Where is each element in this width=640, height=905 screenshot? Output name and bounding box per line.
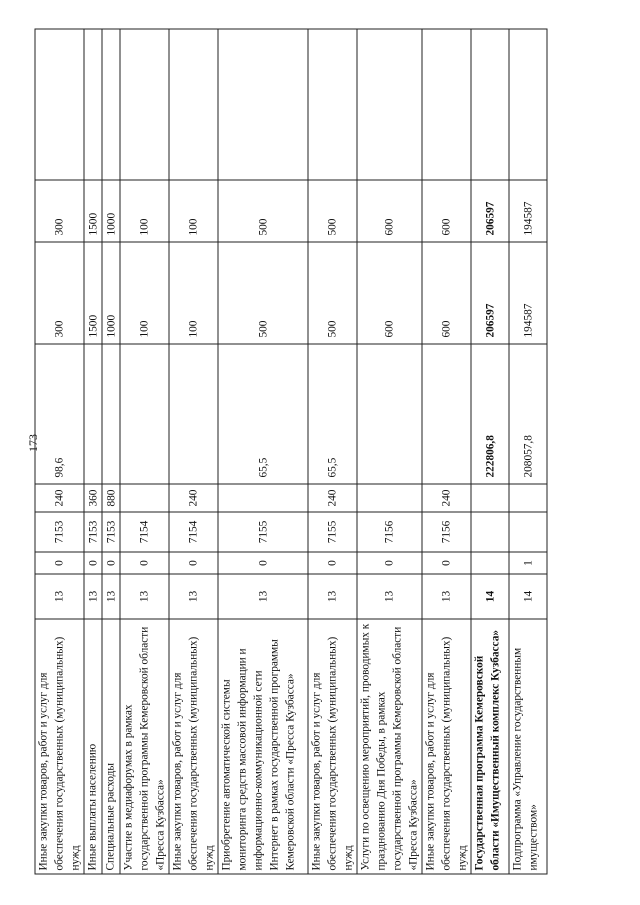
row-value-cell [509,512,547,552]
row-value-cell: 300 [35,242,84,344]
row-value-cell: 240 [169,484,218,512]
row-value-cell: 0 [218,552,308,574]
row-value-cell [120,484,169,512]
row-value-cell: 7153 [102,512,120,552]
row-empty-cell [509,29,547,180]
row-value-cell: 7156 [357,512,422,552]
row-value-cell: 1000 [102,242,120,344]
row-value-cell: 0 [102,552,120,574]
row-value-cell [509,484,547,512]
row-value-cell [84,344,102,484]
row-empty-cell [357,29,422,180]
row-value-cell: 600 [422,242,471,344]
row-value-cell: 13 [102,574,120,619]
row-value-cell [471,552,509,574]
row-value-cell [357,484,422,512]
row-value-cell: 98,6 [35,344,84,484]
row-value-cell: 0 [308,552,357,574]
row-value-cell: 600 [357,242,422,344]
row-value-cell: 13 [308,574,357,619]
row-value-cell: 13 [84,574,102,619]
row-value-cell: 65,5 [218,344,308,484]
row-value-cell: 500 [308,242,357,344]
table-row [509,29,547,874]
row-value-cell: 13 [120,574,169,619]
row-value-cell: 7154 [120,512,169,552]
table-body [35,29,547,874]
row-value-cell: 0 [84,552,102,574]
row-value-cell: 194587 [509,242,547,344]
row-value-cell: 13 [35,574,84,619]
row-value-cell: 13 [357,574,422,619]
row-value-cell: 1500 [84,180,102,242]
table-row [84,29,102,874]
row-empty-cell [120,29,169,180]
row-value-cell: 13 [422,574,471,619]
row-value-cell: 600 [422,180,471,242]
row-value-cell: 100 [120,242,169,344]
row-value-cell [471,484,509,512]
row-value-cell: 1 [509,552,547,574]
row-name-cell: Услуги по освещению мероприятий, проводимых к празднованию Дня Победы, в рамках государственной программы Кемеровской области «Пресса Кузбасса» [357,619,422,874]
row-empty-cell [218,29,308,180]
row-value-cell: 206597 [471,242,509,344]
row-name-cell: Участие в медиафорумах в рамках государственной программы Кемеровской области «Пресса Кузбасса» [120,619,169,874]
row-value-cell [422,344,471,484]
table-row [422,29,471,874]
row-empty-cell [84,29,102,180]
row-value-cell: 500 [308,180,357,242]
row-name-cell: Иные закупки товаров, работ и услуг для обеспечения государственных (муниципальных) нужд [308,619,357,874]
row-empty-cell [169,29,218,180]
budget-table [35,29,548,875]
row-value-cell: 13 [169,574,218,619]
row-value-cell: 7154 [169,512,218,552]
row-value-cell: 7155 [308,512,357,552]
row-value-cell: 500 [218,180,308,242]
table-row [35,29,84,874]
row-value-cell: 65,5 [308,344,357,484]
row-value-cell: 360 [84,484,102,512]
table-row [102,29,120,874]
row-value-cell: 7153 [35,512,84,552]
row-value-cell [218,484,308,512]
row-value-cell [169,344,218,484]
row-value-cell: 0 [35,552,84,574]
row-name-cell: Специальные расходы [102,619,120,874]
row-value-cell [471,512,509,552]
row-name-cell: Подпрограмма «Управление государственным имуществом» [509,619,547,874]
row-value-cell: 300 [35,180,84,242]
table-row [120,29,169,874]
row-value-cell: 208057,8 [509,344,547,484]
table-row [357,29,422,874]
row-name-cell: Иные закупки товаров, работ и услуг для обеспечения государственных (муниципальных) нужд [169,619,218,874]
row-name-cell: Приобретение автоматической системы мониторинга средств массовой информации и информационно-коммуникационной сети Интернет в рамках государственной программы Кемеровской области «Пресса Кузбасса» [218,619,308,874]
row-value-cell: 7156 [422,512,471,552]
row-value-cell: 500 [218,242,308,344]
row-value-cell: 100 [120,180,169,242]
row-name-cell: Иные закупки товаров, работ и услуг для обеспечения государственных (муниципальных) нужд [422,619,471,874]
row-value-cell [120,344,169,484]
table-row [218,29,308,874]
row-value-cell: 100 [169,180,218,242]
row-name-cell: Иные выплаты населению [84,619,102,874]
row-value-cell: 14 [471,574,509,619]
row-name-cell: Государственная программа Кемеровской области «Имущественный комплекс Кузбасса» [471,619,509,874]
row-value-cell: 1000 [102,180,120,242]
row-empty-cell [471,29,509,180]
page-number: 173 [26,434,40,452]
row-value-cell: 13 [218,574,308,619]
row-value-cell: 222806,8 [471,344,509,484]
row-value-cell: 7153 [84,512,102,552]
row-value-cell: 0 [120,552,169,574]
row-value-cell: 0 [357,552,422,574]
row-value-cell: 7155 [218,512,308,552]
table-row [169,29,218,874]
rotated-table-container [35,30,595,875]
row-value-cell: 194587 [509,180,547,242]
row-value-cell: 0 [169,552,218,574]
row-empty-cell [35,29,84,180]
table-row [308,29,357,874]
row-value-cell: 880 [102,484,120,512]
row-value-cell [102,344,120,484]
row-value-cell: 240 [308,484,357,512]
row-empty-cell [422,29,471,180]
row-value-cell: 600 [357,180,422,242]
row-value-cell: 240 [35,484,84,512]
row-empty-cell [102,29,120,180]
row-value-cell: 1500 [84,242,102,344]
table-row [471,29,509,874]
row-value-cell: 0 [422,552,471,574]
row-value-cell: 100 [169,242,218,344]
row-value-cell: 14 [509,574,547,619]
row-value-cell: 240 [422,484,471,512]
row-empty-cell [308,29,357,180]
row-value-cell [357,344,422,484]
row-value-cell: 206597 [471,180,509,242]
row-name-cell: Иные закупки товаров, работ и услуг для обеспечения государственных (муниципальных) нужд [35,619,84,874]
